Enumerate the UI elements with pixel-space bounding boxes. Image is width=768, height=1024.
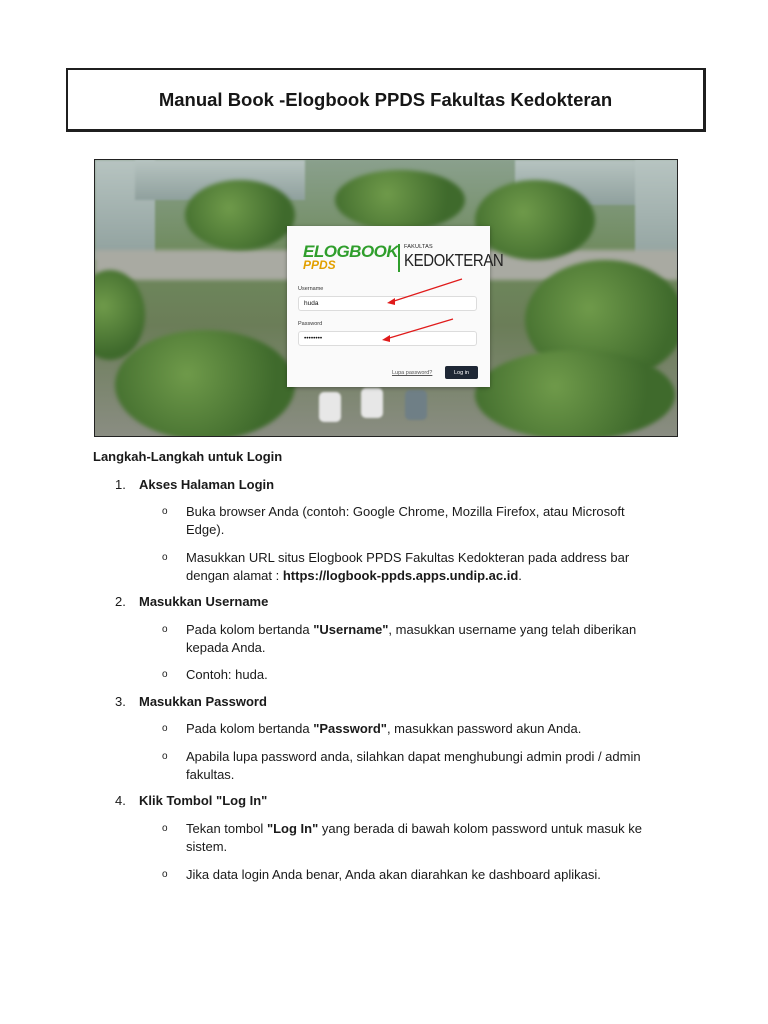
logo-elogbook-text: ELOGBOOK — [303, 242, 399, 261]
step-bullet-text — [186, 549, 676, 585]
step-bullet-text: Jika data login Anda benar, Anda akan diarahkan ke dashboard aplikasi. — [186, 867, 601, 882]
step-bullet-text — [186, 621, 676, 657]
bullet-line: fakultas. — [186, 767, 235, 782]
step-number: 2. — [115, 594, 126, 609]
logo-fakultas-text: FAKULTAS — [404, 244, 433, 250]
logo-kedokteran-text: KEDOKTERAN — [404, 250, 504, 270]
car — [361, 388, 383, 418]
tree — [185, 180, 295, 250]
bullet-icon: o — [162, 823, 168, 834]
step-number: 3. — [115, 694, 126, 709]
arrow-head-icon — [382, 335, 390, 342]
bullet-line: Buka browser Anda (contoh: Google Chrome, Mozilla Firefox, atau Microsoft — [186, 504, 625, 519]
tree — [335, 170, 465, 230]
username-field[interactable]: huda — [298, 296, 477, 311]
forgot-password-link[interactable]: Lupa password? — [392, 370, 433, 376]
section-heading: Langkah-Langkah untuk Login — [93, 449, 283, 464]
step-bullet-text — [186, 503, 676, 539]
bullet-line: , masukkan username yang telah diberikan — [388, 622, 637, 637]
bullet-line: yang berada di bawah kolom password untuk masuk ke — [318, 821, 643, 836]
bullet-line: Masukkan URL situs Elogbook PPDS Fakultas Kedokteran pada address bar — [186, 550, 630, 565]
tree — [115, 330, 295, 437]
bullet-icon: o — [162, 723, 168, 734]
step-bullet-text — [186, 748, 676, 784]
step-title: Klik Tombol "Log In" — [139, 793, 268, 808]
bullet-icon: o — [162, 751, 168, 762]
document-title: Manual Book -Elogbook PPDS Fakultas Kedokteran — [158, 88, 613, 110]
bullet-line: Tekan tombol — [186, 821, 267, 836]
tree — [475, 350, 675, 437]
step-title: Masukkan Username — [139, 594, 269, 609]
step-bullet-text: Contoh: huda. — [186, 667, 268, 682]
bold-term: "Username" — [313, 622, 389, 637]
bullet-line: . — [518, 568, 522, 583]
bullet-line: sistem. — [186, 839, 228, 854]
bold-term: "Password" — [313, 721, 387, 736]
arrow-to-password — [386, 319, 453, 339]
step-title: Masukkan Password — [139, 694, 267, 709]
bullet-icon: o — [162, 669, 168, 680]
bullet-icon: o — [162, 624, 168, 635]
step-bullet-text — [186, 820, 676, 856]
bullet-line: , masukkan password akun Anda. — [386, 721, 582, 736]
step-number: 1. — [115, 477, 126, 492]
bullet-line: Apabila lupa password anda, silahkan dapat menghubungi admin prodi / admin — [186, 749, 641, 764]
login-screenshot — [94, 159, 678, 437]
bullet-line: Edge). — [186, 522, 225, 537]
login-url: https://logbook-ppds.apps.undip.ac.id — [282, 568, 519, 583]
bullet-line: kepada Anda. — [186, 640, 266, 655]
bold-term: "Log In" — [266, 821, 319, 836]
login-form — [287, 226, 504, 387]
arrow-head-icon — [387, 298, 395, 305]
bullet-icon: o — [162, 869, 168, 880]
arrow-to-username — [391, 279, 462, 302]
step-title: Akses Halaman Login — [139, 477, 275, 492]
step-bullet-text — [186, 720, 676, 738]
bullet-line: Pada kolom bertanda — [186, 622, 314, 637]
bullet-icon: o — [162, 552, 168, 563]
password-label: Password — [298, 321, 323, 327]
car — [319, 392, 341, 422]
title-box — [66, 68, 706, 132]
logo-ppds-text: PPDS — [303, 258, 336, 273]
step-number: 4. — [115, 793, 126, 808]
bullet-line: Pada kolom bertanda — [186, 721, 314, 736]
annotation-arrows — [287, 226, 490, 387]
username-label: Username — [298, 286, 324, 292]
password-field[interactable]: •••••••• — [298, 331, 477, 346]
bullet-icon: o — [162, 506, 168, 517]
car — [405, 390, 427, 420]
login-button[interactable]: Log in — [445, 366, 478, 379]
tree — [94, 270, 145, 360]
bullet-line: dengan alamat : — [186, 568, 283, 583]
